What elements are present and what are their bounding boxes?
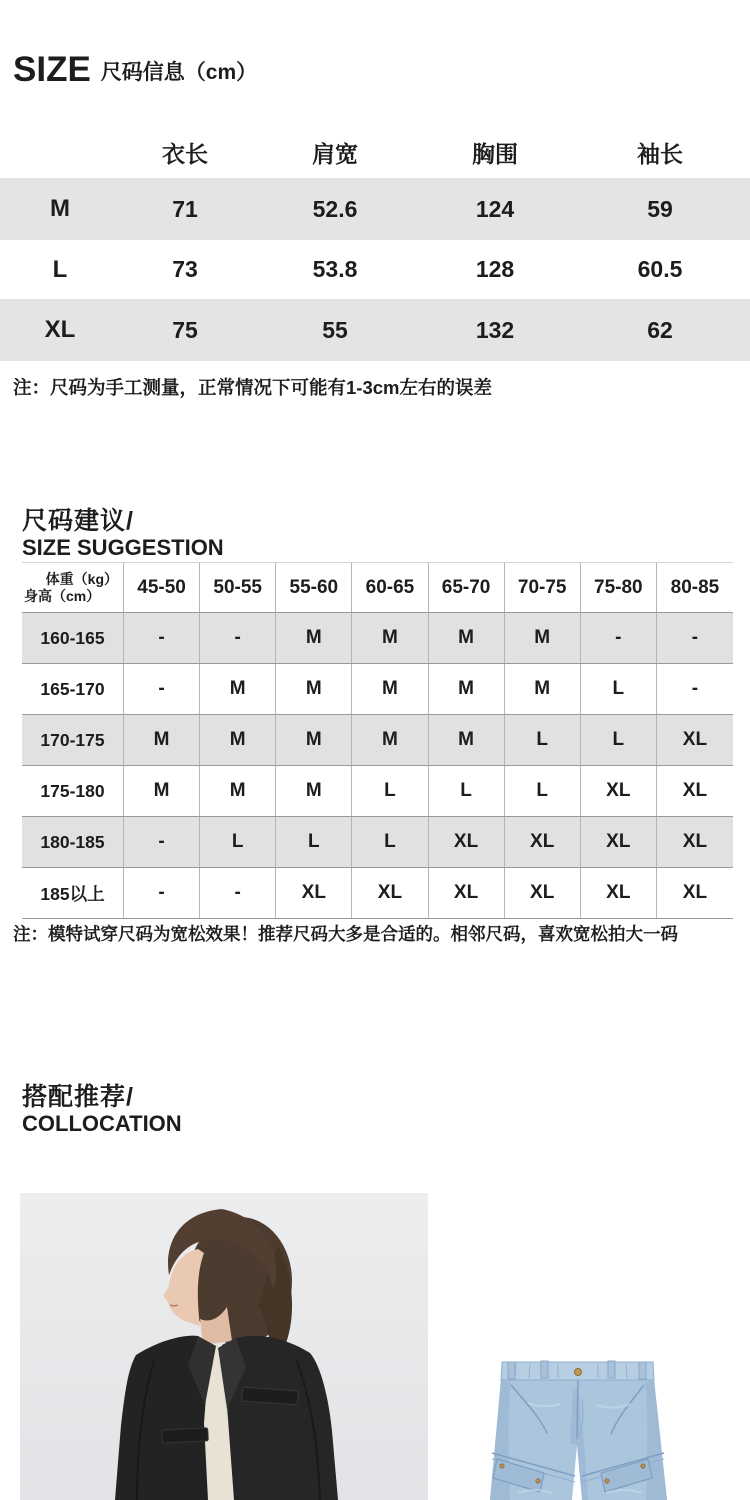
suggestion-cell: M — [505, 664, 581, 714]
size-table-col-header: 肩宽 — [312, 140, 358, 167]
size-table-cell: 132 — [475, 316, 515, 343]
suggestion-cell: L — [505, 715, 581, 765]
size-label: XL — [44, 316, 76, 343]
size-table-col-header: 胸围 — [472, 140, 518, 167]
suggestion-cell: L — [581, 715, 657, 765]
suggestion-row — [22, 613, 733, 664]
height-axis-label: 身高（cm） — [24, 588, 101, 604]
height-row-label: 175-180 — [22, 766, 124, 816]
collocation-title — [22, 1083, 182, 1136]
model-photo — [20, 1193, 428, 1500]
size-info-title-cn: 尺码信息（cm） — [100, 61, 258, 84]
height-row-label: 180-185 — [22, 817, 124, 867]
size-table-cell: 75 — [172, 316, 198, 343]
model-wearing-black-leather-blazer-illustration — [20, 1193, 428, 1500]
size-table-cell: 53.8 — [312, 256, 358, 282]
weight-col-header: 65-70 — [429, 563, 505, 612]
suggestion-cell: M — [352, 613, 428, 663]
suggestion-cell: - — [124, 817, 200, 867]
suggestion-row — [22, 715, 733, 766]
size-label: M — [50, 195, 70, 222]
suggestion-cell: M — [276, 715, 352, 765]
suggestion-cell: L — [352, 766, 428, 816]
height-row-label: 160-165 — [22, 613, 124, 663]
suggestion-cell: L — [200, 817, 276, 867]
suggestion-cell: M — [429, 613, 505, 663]
suggestion-cell: M — [505, 613, 581, 663]
size-table-row-l — [0, 240, 750, 299]
suggestion-cell: M — [124, 766, 200, 816]
suggestion-cell: XL — [682, 729, 708, 750]
collocation-title-en: COLLOCATION — [22, 1111, 182, 1136]
suggestion-cell: XL — [581, 817, 657, 867]
collocation-title-cn: 搭配推荐/ — [22, 1083, 134, 1111]
weight-col-header: 70-75 — [505, 563, 581, 612]
size-suggestion-title-cn: 尺码建议/ — [22, 507, 134, 535]
suggestion-cell: XL — [429, 817, 505, 867]
collocation-images — [0, 1193, 750, 1500]
suggestion-cell: M — [276, 766, 352, 816]
size-table-note: 注：尺码为手工测量，正常情况下可能有1-3cm左右的误差 — [13, 377, 492, 398]
suggestion-row — [22, 664, 733, 715]
suggestion-corner-cell — [22, 563, 124, 612]
suggestion-cell: XL — [581, 868, 657, 918]
weight-col-header: 45-50 — [124, 563, 200, 612]
suggestion-cell: M — [429, 715, 505, 765]
height-row-label: 170-175 — [22, 715, 124, 765]
size-label: L — [52, 255, 68, 283]
size-table-cell: 128 — [475, 256, 515, 282]
suggestion-cell: M — [352, 715, 428, 765]
size-table-cell: 60.5 — [637, 256, 683, 282]
suggestion-cell: M — [200, 766, 276, 816]
size-table-cell: 62 — [647, 316, 673, 343]
suggestion-cell: M — [124, 715, 200, 765]
suggestion-cell: XL — [581, 766, 657, 816]
suggestion-cell: XL — [505, 868, 581, 918]
suggestion-table-note: 注：模特试穿尺码为宽松效果！推荐尺码大多是合适的。相邻尺码，喜欢宽松拍大一码 — [13, 924, 678, 944]
suggestion-cell: XL — [276, 868, 352, 918]
suggestion-row — [22, 817, 733, 868]
size-table-cell: 55 — [322, 316, 348, 343]
suggestion-cell: L — [505, 766, 581, 816]
denim-shorts-photo — [478, 1193, 730, 1500]
size-table-row-m — [0, 178, 750, 240]
suggestion-cell: - — [581, 613, 657, 663]
suggestion-cell: L — [429, 766, 505, 816]
suggestion-cell: M — [200, 664, 276, 714]
size-table-cell: 73 — [172, 256, 198, 282]
size-table — [0, 126, 750, 361]
suggestion-cell: - — [691, 627, 699, 648]
suggestion-cell: - — [124, 664, 200, 714]
weight-axis-label: 体重（kg） — [45, 571, 118, 587]
suggestion-cell: - — [124, 613, 200, 663]
size-suggestion-table — [22, 562, 733, 919]
weight-col-header: 60-65 — [352, 563, 428, 612]
suggestion-cell: - — [124, 868, 200, 918]
suggestion-cell: XL — [352, 868, 428, 918]
size-table-cell: 124 — [475, 195, 515, 222]
size-suggestion-title-en: SIZE SUGGESTION — [22, 535, 224, 560]
weight-col-header: 50-55 — [200, 563, 276, 612]
size-table-cell: 52.6 — [312, 195, 358, 222]
suggestion-cell: XL — [682, 882, 708, 903]
suggestion-cell: XL — [505, 817, 581, 867]
size-table-cell: 59 — [647, 195, 673, 222]
weight-col-header: 80-85 — [670, 576, 720, 598]
suggestion-cell: M — [276, 613, 352, 663]
size-table-col-header: 衣长 — [162, 140, 208, 167]
suggestion-cell: M — [352, 664, 428, 714]
light-blue-denim-cargo-shorts-illustration — [478, 1193, 730, 1500]
suggestion-cell: M — [429, 664, 505, 714]
suggestion-cell: - — [200, 613, 276, 663]
suggestion-cell: XL — [429, 868, 505, 918]
suggestion-cell: M — [200, 715, 276, 765]
weight-col-header: 75-80 — [581, 563, 657, 612]
suggestion-cell: L — [352, 817, 428, 867]
suggestion-cell: XL — [682, 831, 708, 852]
height-row-label: 165-170 — [22, 664, 124, 714]
size-table-cell: 71 — [172, 195, 198, 222]
weight-col-header: 55-60 — [276, 563, 352, 612]
suggestion-cell: - — [691, 678, 699, 699]
size-table-col-header: 袖长 — [637, 140, 683, 167]
suggestion-cell: XL — [682, 780, 708, 801]
size-suggestion-title — [22, 507, 224, 560]
suggestion-cell: - — [200, 868, 276, 918]
suggestion-header-row — [22, 563, 733, 613]
suggestion-row — [22, 766, 733, 817]
size-info-title-en: SIZE — [13, 50, 91, 89]
suggestion-row — [22, 868, 733, 919]
suggestion-cell: L — [581, 664, 657, 714]
suggestion-cell: L — [276, 817, 352, 867]
size-table-header-row — [0, 126, 750, 178]
size-info-title — [13, 50, 257, 90]
size-table-row-xl — [0, 299, 750, 361]
suggestion-cell: M — [276, 664, 352, 714]
height-row-label: 185以上 — [22, 868, 124, 918]
